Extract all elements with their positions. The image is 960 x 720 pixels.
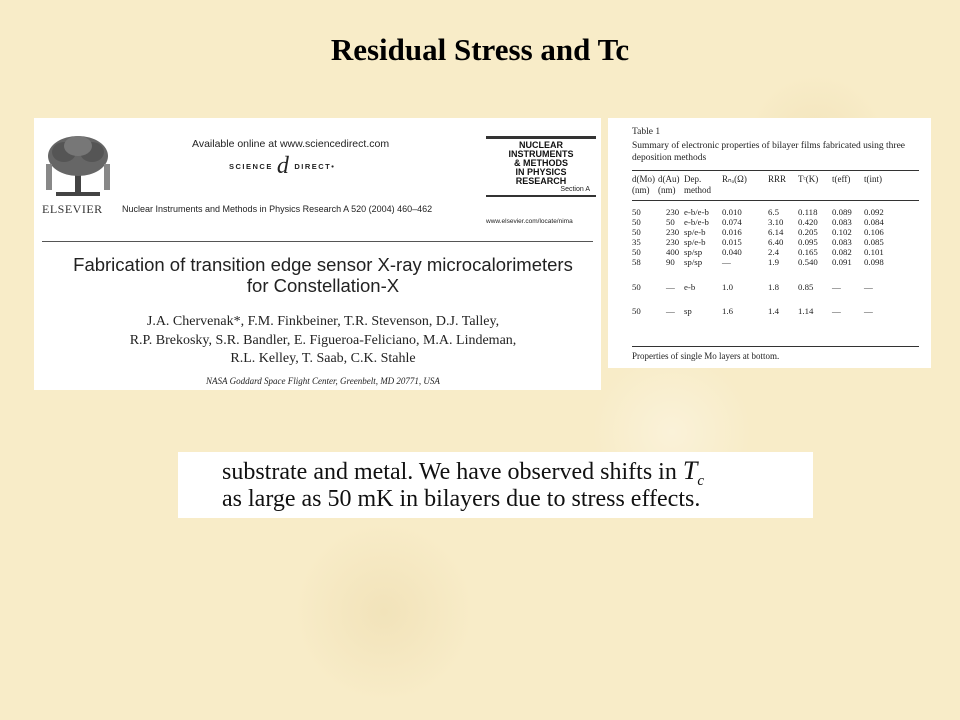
table-cell: 0.040 <box>722 247 742 257</box>
table-cell: 0.084 <box>864 217 884 227</box>
table-header-cell: d(Mo) (nm) <box>632 174 655 195</box>
table-cell: 50 <box>632 217 641 227</box>
table-cell: sp/sp <box>684 257 703 267</box>
table-cell: 1.4 <box>768 306 779 316</box>
table-header-rule <box>632 200 919 201</box>
table-row <box>608 282 931 293</box>
quote-line-2: as large as 50 mK in bilayers due to stress effects. <box>222 486 701 512</box>
table-cell: 0.101 <box>864 247 884 257</box>
table-header-cell: d(Au) (nm) <box>658 174 680 195</box>
header-divider <box>42 241 593 242</box>
journal-logo-rule <box>486 195 596 197</box>
table-header-cell: t(int) <box>864 174 882 184</box>
table-cell: — <box>864 306 873 316</box>
table-cell: 230 <box>666 207 680 217</box>
table-cell: — <box>666 282 675 292</box>
table-cell: sp/e-b <box>684 227 706 237</box>
table-cell: 50 <box>632 306 641 316</box>
table-cell: e-b/e-b <box>684 207 709 217</box>
table-cell: 0.420 <box>798 217 818 227</box>
available-online-text: Available online at www.sciencedirect.com <box>192 138 390 150</box>
table-cell: 6.14 <box>768 227 784 237</box>
journal-section: Section A <box>560 186 590 193</box>
table-cell: 0.074 <box>722 217 742 227</box>
table-cell: — <box>832 306 841 316</box>
table-cell: 0.540 <box>798 257 818 267</box>
table-cell: 0.102 <box>832 227 852 237</box>
table-cell: 1.8 <box>768 282 779 292</box>
table-cell: 6.40 <box>768 237 784 247</box>
journal-logo <box>486 136 596 197</box>
table-header-cell: Tᶜ(K) <box>798 174 819 184</box>
table-cell: 0.85 <box>798 282 814 292</box>
table-cell: 400 <box>666 247 680 257</box>
table-cell: 0.098 <box>864 257 884 267</box>
table-cell: 230 <box>666 237 680 247</box>
table-cell: — <box>722 257 731 267</box>
paper-affiliation: NASA Goddard Space Flight Center, Greenbelt, MD 20771, USA <box>206 376 440 386</box>
table-bottom-rule <box>632 346 919 347</box>
table-header-cell: t(eff) <box>832 174 851 184</box>
table-header-cell: Rₙₒ(Ω) <box>722 174 747 184</box>
table-cell: 0.091 <box>832 257 852 267</box>
table-cell: 1.6 <box>722 306 733 316</box>
table-cell: 0.092 <box>864 207 884 217</box>
table-cell: 0.015 <box>722 237 742 247</box>
table-cell: 1.9 <box>768 257 779 267</box>
table-cell: 3.10 <box>768 217 784 227</box>
authors-line-2: R.P. Brekosky, S.R. Bandler, E. Figueroa-Feliciano, M.A. Lindeman, <box>129 332 517 348</box>
quote-image <box>178 452 813 518</box>
journal-url: www.elsevier.com/locate/nima <box>486 218 573 225</box>
table-cell: 6.5 <box>768 207 779 217</box>
table-cell: — <box>864 282 873 292</box>
table-cell: 50 <box>666 217 675 227</box>
authors-line-1: J.A. Chervenak*, F.M. Finkbeiner, T.R. Stevenson, D.J. Talley, <box>146 314 500 329</box>
paper-header-image <box>34 118 601 390</box>
table-top-rule <box>632 170 919 171</box>
table-cell: — <box>832 282 841 292</box>
table-cell: 0.165 <box>798 247 818 257</box>
table-cell: 0.118 <box>798 207 818 217</box>
table-cell: 0.010 <box>722 207 742 217</box>
table-cell: sp/e-b <box>684 237 706 247</box>
sciencedirect-right: DIRECT• <box>294 161 336 171</box>
table-row <box>608 306 931 317</box>
table-cell: 0.082 <box>832 247 852 257</box>
paper-title-line-1: Fabrication of transition edge sensor X-ray microcalorimeters <box>73 254 573 275</box>
table-cell: e-b <box>684 282 696 292</box>
tc-symbol: $T_c$ <box>682 456 704 490</box>
table-cell: 50 <box>632 282 641 292</box>
table-note: Properties of single Mo layers at bottom. <box>632 351 780 361</box>
table-cell: 0.106 <box>864 227 884 237</box>
table-cell: 2.4 <box>768 247 779 257</box>
table-cell: 50 <box>632 227 641 237</box>
table-cell: 1.0 <box>722 282 733 292</box>
elsevier-tree-logo <box>42 134 114 200</box>
sciencedirect-logo <box>229 153 336 179</box>
table-cell: 50 <box>632 207 641 217</box>
table-cell: 0.083 <box>832 217 852 227</box>
table-cell: 58 <box>632 257 641 267</box>
table-caption: Summary of electronic properties of bilayer films fabricated using three deposition methods <box>632 141 906 163</box>
table-cell: sp/sp <box>684 247 703 257</box>
table-cell: sp <box>684 306 692 316</box>
table-cell: 0.016 <box>722 227 742 237</box>
table-cell: e-b/e-b <box>684 217 709 227</box>
table-header-cell: RRR <box>768 174 787 184</box>
table-cell: 50 <box>632 247 641 257</box>
table-cell: 90 <box>666 257 675 267</box>
journal-logo-text: NUCLEAR INSTRUMENTS & METHODS IN PHYSICS RESEARCH <box>508 140 574 186</box>
paper-authors <box>48 313 598 369</box>
paper-title-line-2: for Constellation-X <box>246 275 400 296</box>
sciencedirect-left: SCIENCE <box>229 161 273 171</box>
table-cell: 0.089 <box>832 207 852 217</box>
table-cell: 35 <box>632 237 641 247</box>
slide-title: Residual Stress and Tc <box>330 32 630 67</box>
table-image <box>608 118 931 368</box>
table-header-cell: Dep. method <box>684 174 711 195</box>
table-cell: 0.083 <box>832 237 852 247</box>
journal-citation: Nuclear Instruments and Methods in Physics Research A 520 (2004) 460–462 <box>122 204 433 214</box>
table-cell: — <box>666 306 675 316</box>
quote-line-1-text: substrate and metal. We have observed shifts in <box>222 459 683 485</box>
table-label: Table 1 <box>632 127 661 137</box>
table-cell: 230 <box>666 227 680 237</box>
table-cell: 1.14 <box>798 306 814 316</box>
authors-line-3: R.L. Kelley, T. Saab, C.K. Stahle <box>230 351 416 366</box>
table-cell: 0.095 <box>798 237 818 247</box>
sciencedirect-at-mark: d <box>276 153 291 179</box>
paper-title <box>48 254 598 296</box>
publisher-name: ELSEVIER <box>42 202 103 216</box>
table-cell: 0.205 <box>798 227 818 237</box>
table-row <box>608 257 931 268</box>
table-cell: 0.085 <box>864 237 884 247</box>
